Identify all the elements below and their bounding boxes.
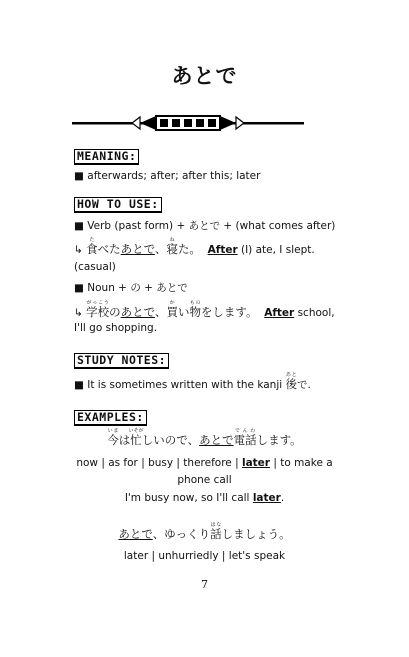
arrow-icon: ↳: [74, 244, 83, 256]
study-notes-text: ■ It is sometimes written with the kanji 後あとで.: [74, 372, 311, 391]
casual-note: (casual): [74, 261, 116, 273]
example1-japanese: 今いまは忙いそがしいので、あとで電話でんわします。: [107, 428, 302, 447]
kanji-taberu: 食た: [86, 237, 98, 256]
example-verb-line: ↳ 食たべたあとで、寝ねた。 After (I) ate, I slept.: [74, 237, 315, 256]
example2-japanese: あとで、ゆっくり話はなしましょう。: [118, 522, 291, 541]
page-title: あとで: [171, 63, 238, 88]
rule-noun: ■ Noun + の + あとで: [74, 282, 188, 294]
study-notes-heading: STUDY NOTES:: [74, 353, 169, 369]
kanji-kau: 買か: [166, 300, 178, 319]
kanji-ato: 後あと: [285, 372, 297, 391]
arrow-icon: ↳: [74, 307, 83, 319]
meaning-text: ■ afterwards; after; after this; later: [74, 170, 261, 182]
meaning-heading: MEANING:: [74, 149, 139, 165]
example1-gloss: now | as for | busy | therefore | later | to make a: [76, 457, 333, 469]
rule-verb: ■ Verb (past form) + あとで + (what comes after): [74, 220, 336, 232]
example1-gloss-line2: phone call: [177, 474, 232, 486]
examples-heading: EXAMPLES:: [74, 410, 147, 426]
example-noun-line: ↳ 学校がっこうのあとで、買かい物ものをします。 After school,: [74, 300, 335, 319]
kanji-gakkou: 学校がっこう: [86, 300, 110, 319]
example-noun-translation: I'll go shopping.: [74, 322, 158, 334]
page-number: 7: [201, 578, 208, 591]
example2-gloss: later | unhurriedly | let's speak: [123, 550, 286, 562]
example1-translation: I'm busy now, so I'll call later.: [124, 492, 285, 504]
kanji-neru: 寝ね: [166, 237, 178, 256]
divider-ornament: [72, 113, 304, 133]
kanji-mono: 物もの: [189, 300, 201, 319]
how-to-use-heading: HOW TO USE:: [74, 197, 162, 213]
